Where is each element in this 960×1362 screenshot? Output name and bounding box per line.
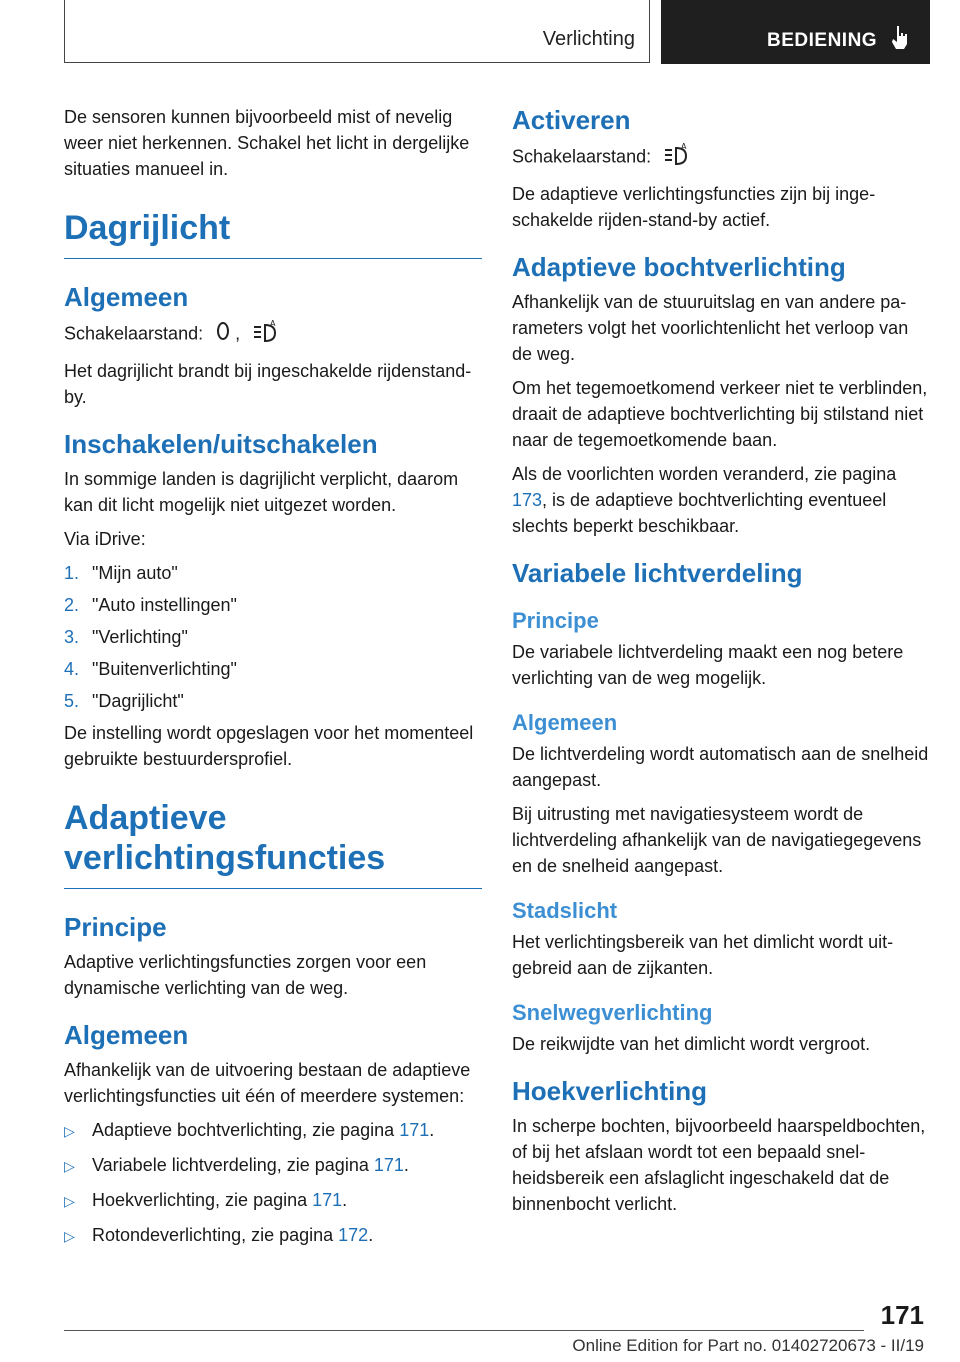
triangle-bullet-icon: ▷ (64, 1123, 75, 1139)
stadslicht-heading: Stadslicht (512, 898, 618, 923)
bocht-paragraph-2: Om het tegemoetkomend verkeer niet te verblinden, draait de adaptieve bochtverlichting bij stilstand niet naar de tegemoetkomende baan. (512, 378, 928, 450)
bocht-p3-start: Als de voorlichten worden veranderd, zie pagina (512, 464, 897, 484)
snelweg-text: De reikwijdte van het dimlicht wordt vergroot. (512, 1034, 871, 1054)
bocht-paragraph-3 (512, 461, 930, 539)
bochtverlichting-heading: Adaptieve bochtverlichting (512, 252, 846, 282)
step-text: "Buitenverlichting" (92, 659, 237, 679)
switch-label: Schakelaarstand: (512, 146, 652, 167)
dagrijlicht-algemeen-heading: Algemeen (64, 282, 189, 312)
step-text: "Verlichting" (92, 627, 188, 647)
right-column (512, 104, 930, 1225)
adaptieve-algemeen-text: Afhankelijk van de uitvoering bestaan de adaptieve verlichtingsfuncties uit één of meerdere systemen: (64, 1060, 471, 1106)
list-item (64, 1187, 482, 1214)
chapter-tab (661, 0, 930, 64)
adaptieve-principe-heading: Principe (64, 912, 167, 942)
adaptieve-heading-line2: verlichtingsfuncties (64, 839, 386, 877)
dagrijlicht-algemeen-text: Het dagrijlicht brandt bij ingeschakelde rijdenstand-by. (64, 361, 472, 407)
variabele-principe-text: De variabele lichtverdeling maakt een nog betere verlichting van de weg mogelijk. (512, 642, 904, 688)
step-number: 1. (64, 563, 80, 583)
list-item (64, 1222, 482, 1249)
step-text: "Auto instellingen" (92, 595, 237, 615)
activeren-heading: Activeren (512, 105, 631, 135)
step-text: "Dagrijlicht" (92, 691, 184, 711)
adaptieve-heading-block (64, 798, 482, 889)
bullet-end: . (403, 1155, 409, 1175)
intro-paragraph: De sensoren kunnen bijvoorbeeld mist of nevelig weer niet herkennen. Schakel het licht in dergelijke situaties manueel in. (64, 107, 470, 179)
bullet-text: Adaptieve bochtverlichting, zie pagina (92, 1120, 400, 1140)
step-number: 3. (64, 627, 80, 647)
hoekverlichting-heading: Hoekverlichting (512, 1076, 708, 1106)
adaptieve-principe-text: Adaptive verlichtingsfuncties zorgen voor een dynamische verlichting van de weg. (64, 952, 427, 998)
dagrijlicht-heading-block (64, 208, 482, 259)
stadslicht-text: Het verlichtingsbereik van het dimlicht wordt uitgebreid aan de zijkanten. (512, 932, 894, 978)
auto-headlight-icon (253, 319, 279, 350)
zero-position-icon (216, 320, 230, 349)
instelling-text: De instelling wordt opgeslagen voor het momenteel gebruikte bestuurdersprofiel. (64, 723, 474, 769)
adaptieve-heading-line1: Adaptieve (64, 799, 227, 837)
step-number: 4. (64, 659, 80, 679)
hoekverlichting-text: In scherpe bochten, bijvoorbeeld haarspeldbochten, of bij het afslaan wordt tot een bepaald snelheidsbereik een afslaglicht ingeschakeld dat de binnenbocht verlicht. (512, 1116, 926, 1214)
dagrijlicht-switch-line (64, 319, 482, 350)
bullet-end: . (368, 1225, 374, 1245)
bullet-end: . (429, 1120, 435, 1140)
inschakelen-text: In sommige landen is dagrijlicht verplicht, daarom kan dit licht mogelijk niet uitgezet worden. (64, 469, 459, 515)
triangle-bullet-icon: ▷ (64, 1158, 75, 1174)
adaptieve-algemeen-heading: Algemeen (64, 1020, 189, 1050)
section-title: Verlichting (542, 28, 635, 50)
page-header (64, 0, 930, 64)
header-section-box (64, 0, 650, 63)
variabele-heading: Variabele lichtverdeling (512, 558, 803, 588)
footer-divider (64, 1330, 864, 1331)
list-item (64, 688, 482, 714)
triangle-bullet-icon: ▷ (64, 1193, 75, 1209)
bullet-end: . (342, 1190, 348, 1210)
activeren-switch-line (512, 142, 930, 173)
list-item (64, 656, 482, 682)
bocht-p3-end: , is de adaptieve bochtverlichting eventueel slechts beperkt beschikbaar. (512, 490, 887, 536)
auto-headlight-icon (664, 142, 690, 173)
switch-label: Schakelaarstand: (64, 323, 204, 344)
variabele-principe-heading: Principe (512, 608, 599, 633)
bullet-text: Variabele lichtverdeling, zie pagina (92, 1155, 374, 1175)
via-idrive-text: Via iDrive: (64, 529, 146, 549)
page-link[interactable]: 172 (338, 1225, 369, 1245)
step-number: 2. (64, 595, 80, 615)
inschakelen-heading: Inschakelen/uitschakelen (64, 429, 378, 459)
systems-list (64, 1117, 482, 1249)
idrive-steps-list (64, 560, 482, 714)
hand-pointer-icon (890, 24, 910, 55)
page-link[interactable]: 173 (512, 490, 543, 510)
page-link[interactable]: 171 (312, 1190, 343, 1210)
step-text: "Mijn auto" (92, 563, 178, 583)
variabele-algemeen-p2: Bij uitrusting met navigatiesysteem wordt de lichtverdeling afhankelijk van de navigatiegegevens en de snelheid aangepast. (512, 804, 922, 876)
svg-text:A: A (270, 319, 276, 328)
list-item (64, 624, 482, 650)
bocht-paragraph-1: Afhankelijk van de stuuruitslag en van andere parameters volgt het voorlichtenlicht het verloop van de weg. (512, 292, 909, 364)
chapter-title: BEDIENING (767, 30, 878, 51)
page-link[interactable]: 171 (373, 1155, 404, 1175)
bullet-text: Hoekverlichting, zie pagina (92, 1190, 313, 1210)
list-item (64, 560, 482, 586)
variabele-algemeen-heading: Algemeen (512, 710, 618, 735)
edition-text: Online Edition for Part no. 01402720673 - II/19 (572, 1336, 924, 1355)
page-link[interactable]: 171 (399, 1120, 430, 1140)
bullet-text: Rotondeverlichting, zie pagina (92, 1225, 339, 1245)
activeren-text: De adaptieve verlichtingsfuncties zijn bij ingeschakelde rijden-stand-by actief. (512, 184, 876, 230)
switch-separator: , (235, 323, 241, 344)
dagrijlicht-heading: Dagrijlicht (64, 209, 231, 247)
left-column (64, 104, 482, 1257)
step-number: 5. (64, 691, 80, 711)
list-item (64, 592, 482, 618)
snelweg-heading: Snelwegverlichting (512, 1000, 713, 1025)
svg-text:A: A (681, 142, 687, 151)
list-item (64, 1117, 482, 1144)
variabele-algemeen-p1: De lichtverdeling wordt automatisch aan de snelheid aangepast. (512, 744, 929, 790)
page-number: 171 (880, 1300, 924, 1330)
triangle-bullet-icon: ▷ (64, 1228, 75, 1244)
list-item (64, 1152, 482, 1179)
